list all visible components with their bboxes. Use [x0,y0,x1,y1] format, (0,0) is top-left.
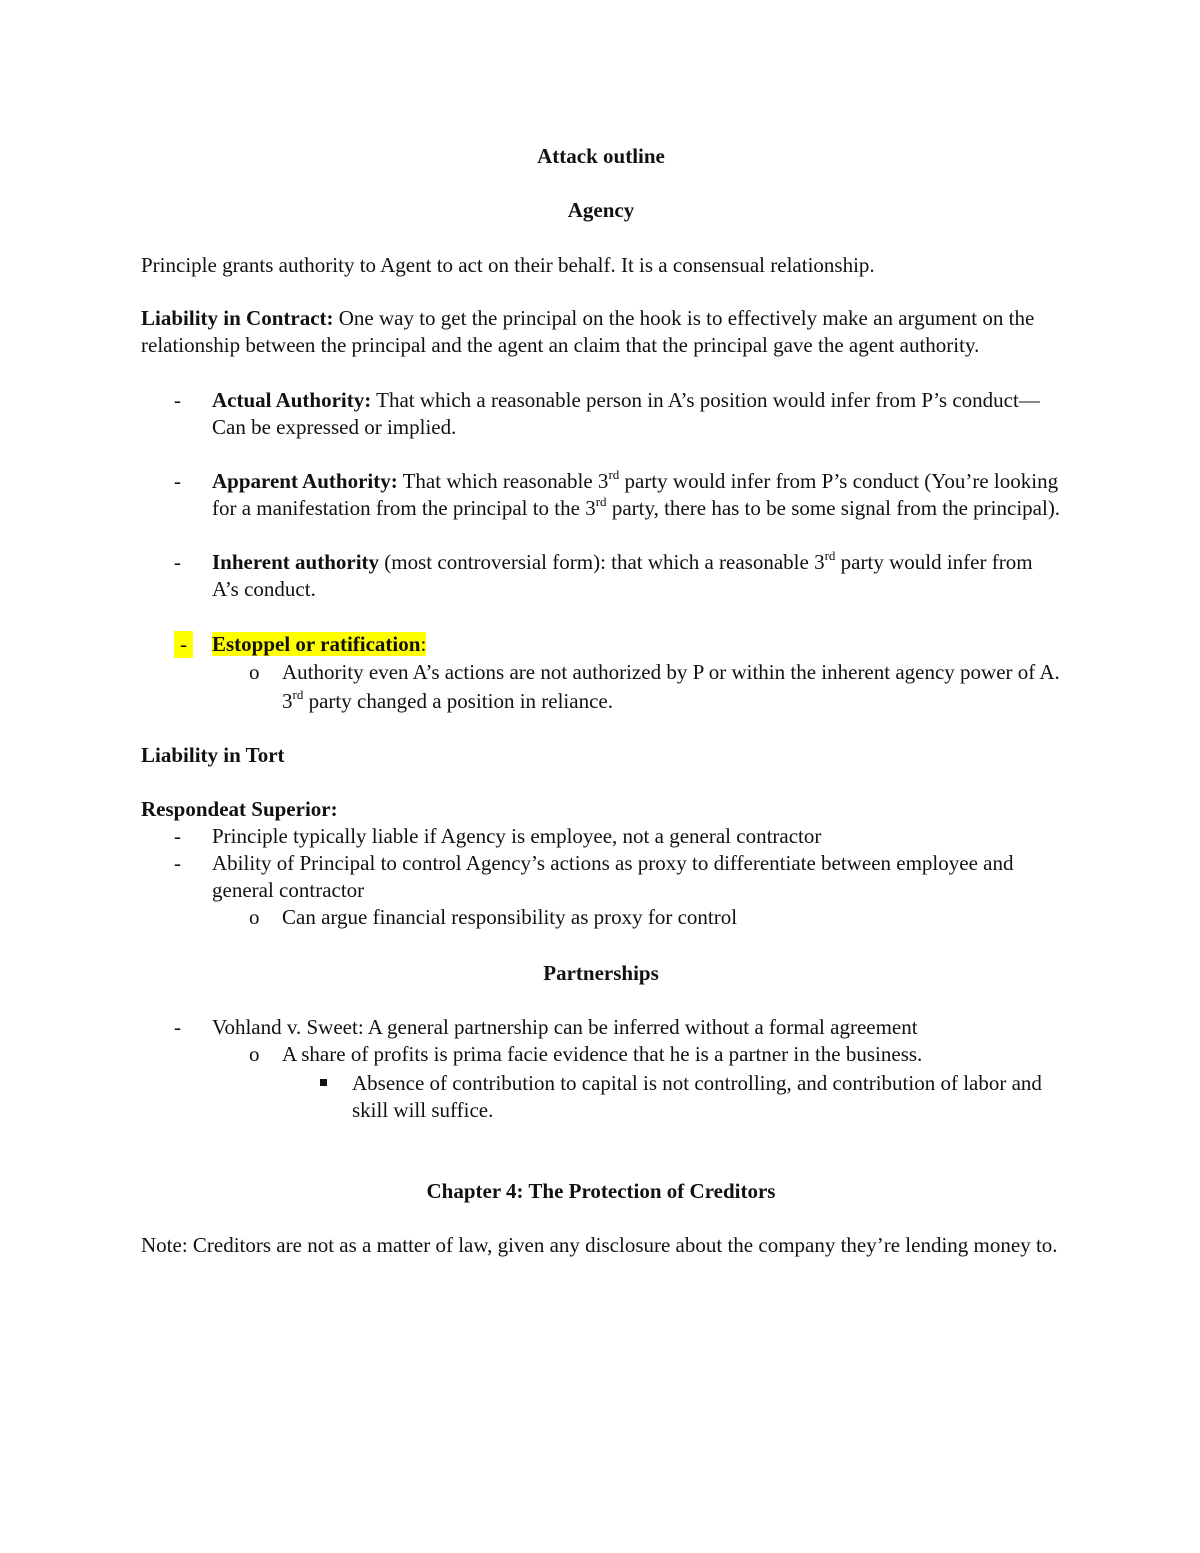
bullet-dash: - [174,388,181,412]
respondeat-label: Respondeat Superior: [141,797,338,821]
apparent-authority-label: Apparent Authority: [212,469,398,493]
bullet-dash: - [174,851,181,875]
document-page [141,143,1061,1259]
actual-authority-text: That which a reasonable person in A’s position would infer from P’s conduct—Can be expressed or implied. [212,388,1040,439]
vohland-sub-item: A share of profits is prima facie evidence that he is a partner in the business. [282,1042,923,1066]
estoppel-label: Estoppel or ratification [212,632,421,656]
superscript-rd: rd [608,467,620,482]
sub-bullet-o: o [249,905,260,929]
respondeat-item-2: Ability of Principal to control Agency’s actions as proxy to differentiate between employee and general contractor [212,851,1014,902]
square-bullet-icon [320,1079,327,1086]
inherent-authority-label: Inherent authority [212,550,380,574]
liability-contract-paragraph [141,305,1061,359]
liability-contract-text: One way to get the principal on the hook is to effectively make an argument on the relationship between the principal and the agent an claim that the principal gave the agent authority. [141,306,1035,357]
list-item-respondeat-2 [141,850,1061,904]
superscript-rd: rd [595,494,607,509]
vohland-item: Vohland v. Sweet: A general partnership can be inferred without a formal agreement [212,1015,918,1039]
respondeat-item-1: Principle typically liable if Agency is employee, not a general contractor [212,824,822,848]
superscript-rd: rd [292,687,304,702]
vohland-sub-sub-item: Absence of contribution to capital is not controlling, and contribution of labor and skill will suffice. [352,1071,1042,1122]
agency-heading: Agency [567,198,635,222]
sub-list-item-respondeat [141,904,1061,931]
apparent-authority-text-3: party, there has to be some signal from the principal). [606,496,1061,520]
bullet-dash: - [174,550,181,574]
respondeat-heading [141,796,1061,823]
estoppel-sub-text-1: Authority even A’s actions are not authorized by P or within the inherent agency power of A. 3 [282,660,1060,713]
document-title: Attack outline [537,144,665,168]
inherent-authority-text-1: (most controversial form): that which a reasonable 3 [379,550,825,574]
sub-list-item-estoppel [141,658,1061,716]
agency-intro: Principle grants authority to Agent to act on their behalf. It is a consensual relationship. [141,253,875,277]
bullet-dash: - [174,824,181,848]
partnerships-heading: Partnerships [543,961,659,985]
respondeat-sub-item: Can argue financial responsibility as proxy for control [282,905,738,929]
list-item-actual-authority [141,387,1061,441]
apparent-authority-text-1: That which reasonable 3 [397,469,609,493]
sub-list-item-vohland [141,1041,1061,1068]
list-item-estoppel [141,631,1061,658]
bullet-dash: - [174,469,181,493]
creditors-heading: Chapter 4: The Protection of Creditors [426,1179,776,1203]
sub-bullet-o: o [249,1042,260,1066]
liability-contract-label: Liability in Contract: [141,306,334,330]
list-item-vohland [141,1014,1061,1041]
sub-bullet-o: o [249,660,260,684]
liability-tort-label: Liability in Tort [141,743,285,767]
creditors-note: Note: Creditors are not as a matter of law, given any disclosure about the company they’re lending money to. [141,1233,1058,1257]
estoppel-sub-text-2: party changed a position in reliance. [303,689,613,713]
bullet-dash: - [174,1015,181,1039]
list-item-inherent-authority [141,549,1061,603]
inherent-authority-text-2: party would infer from A’s conduct. [212,550,1033,601]
superscript-rd: rd [824,548,836,563]
list-item-respondeat-1 [141,823,1061,850]
estoppel-colon: : [420,632,427,656]
estoppel-highlight [212,632,426,656]
list-item-apparent-authority [141,468,1061,522]
bullet-dash: - [174,631,193,658]
actual-authority-label: Actual Authority: [212,388,372,412]
sub-sub-list-item-vohland [141,1070,1061,1124]
liability-tort-heading [141,742,1061,769]
apparent-authority-text-2: party would infer from P’s conduct (You’re looking for a manifestation from the principal to the 3 [212,469,1059,520]
